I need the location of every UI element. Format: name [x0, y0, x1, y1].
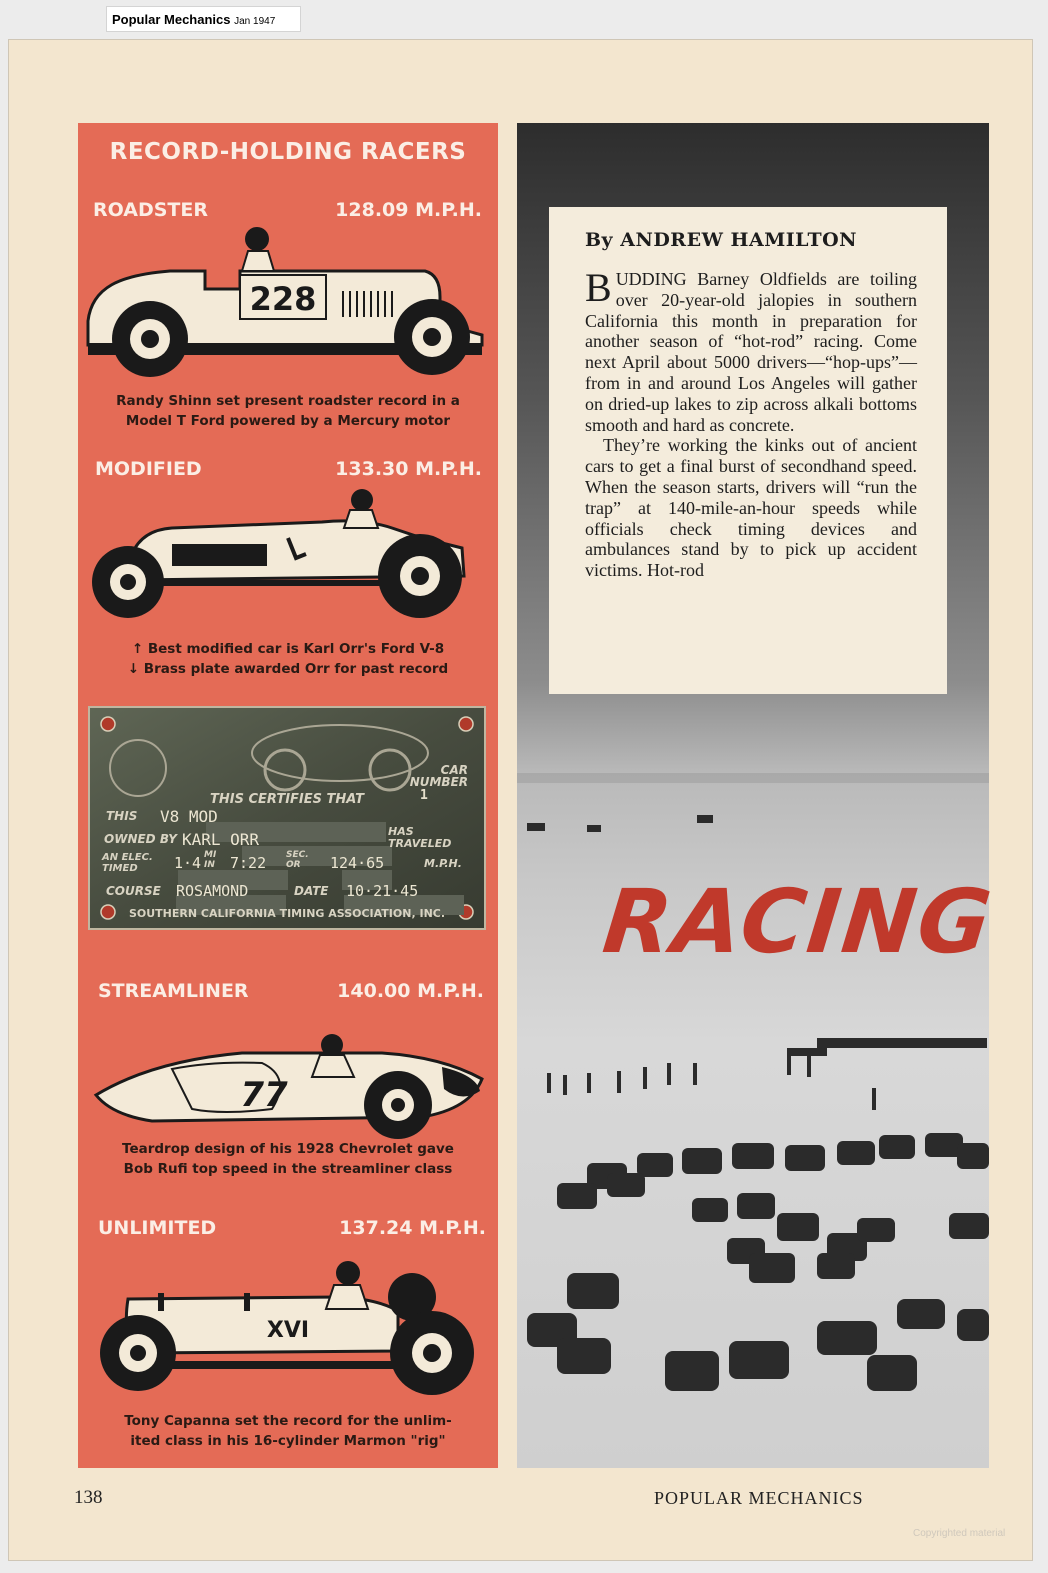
caption-line: Teardrop design of his 1928 Chevrolet gave [122, 1141, 454, 1157]
caption-line: ited class in his 16-cylinder Marmon "rig" [130, 1433, 446, 1449]
drop-cap: B [585, 265, 612, 310]
class-streamliner: STREAMLINER [98, 980, 249, 1002]
racing-headline: RACING [598, 870, 998, 973]
plaque-association: SOUTHERN CALIFORNIA TIMING ASSOCIATION, INC. [128, 907, 446, 920]
paragraph-1-text: UDDING Barney Oldfields are toiling over 20-year-old jalopies in southern California this month in preparation for another season of “hot-rod” racing. Come next April about 5000 drivers—“hop-ups”—from in and around Los Angeles will gather on dried-up lakes to zip across alkali bottoms smooth and hard as concrete. [585, 269, 917, 435]
plaque-this-label: THIS [106, 809, 138, 823]
modified-car-illustration [92, 488, 472, 623]
byline: By ANDREW HAMILTON [585, 229, 858, 251]
class-modified: MODIFIED [95, 458, 202, 480]
publication-header [106, 6, 301, 32]
footer-publication: POPULAR MECHANICS [654, 1488, 864, 1508]
caption-line: Tony Capanna set the record for the unlim- [124, 1413, 452, 1429]
plaque-car-number: 1 [420, 788, 428, 803]
roadster-number: 228 [249, 280, 317, 318]
plaque-timed-label: AN ELEC. TIMED [102, 852, 153, 874]
article-paragraph-2: They’re working the kinks out of ancient cars to get a final burst of secondhand speed. When the season starts, drivers will “run the trap” at 140-mile-an-hour speeds while officials check timing devices and ambulances stand by to pick up accident victims. Hot-rod [585, 435, 917, 581]
roadster-car-illustration [80, 227, 490, 377]
caption-line: Randy Shinn set present roadster record in a [116, 393, 460, 409]
speed-roadster: 128.09 M.P.H. [335, 199, 482, 221]
streamliner-number: 77 [240, 1075, 288, 1115]
caption-line: Bob Rufi top speed in the streamliner class [123, 1161, 453, 1177]
plaque-course-label: COURSE [106, 884, 161, 898]
panel-title: RECORD-HOLDING RACERS [109, 139, 467, 165]
caption-line: ↓ Brass plate awarded Orr for past record [127, 661, 449, 677]
plaque-course: ROSAMOND [176, 882, 249, 900]
page-number: 138 [74, 1487, 103, 1508]
caption-modified [78, 639, 498, 679]
copyright-watermark: Copyrighted material [913, 1528, 1006, 1539]
plaque-date: 10·21·45 [346, 882, 419, 900]
caption-line: ↑ Best modified car is Karl Orr's Ford V-8 [131, 641, 445, 657]
article-paragraph-1 [585, 265, 917, 435]
plaque-certifies: THIS CERTIFIES THAT [210, 792, 364, 807]
plaque-distance: 1·4 [174, 854, 202, 872]
plaque-car-label: CAR NUMBER [409, 763, 468, 789]
speed-modified: 133.30 M.P.H. [335, 458, 482, 480]
plaque-car: V8 MOD [160, 807, 218, 826]
caption-roadster [78, 391, 498, 431]
plaque-owner: KARL ORR [182, 830, 260, 849]
unlimited-number: XVI [266, 1318, 310, 1343]
speed-streamliner: 140.00 M.P.H. [337, 980, 484, 1002]
plaque-mi-label: MI IN [204, 850, 217, 870]
unlimited-car-illustration [98, 1257, 482, 1397]
streamliner-car-illustration [92, 1031, 484, 1141]
class-unlimited: UNLIMITED [98, 1217, 217, 1239]
article-text-box [549, 207, 947, 694]
speed-unlimited: 137.24 M.P.H. [339, 1217, 486, 1239]
publication-name: Popular Mechanics [112, 12, 231, 27]
record-racers-panel [78, 123, 498, 1468]
plaque-traveled-label: HAS TRAVELED [388, 825, 452, 850]
issue-date: Jan 1947 [234, 16, 276, 27]
plaque-date-label: DATE [294, 884, 329, 898]
brass-plate-image [88, 706, 486, 930]
caption-line: Model T Ford powered by a Mercury motor [125, 413, 451, 429]
plaque-sec-label: SEC. OR [286, 850, 309, 870]
caption-streamliner [78, 1139, 498, 1179]
plaque-mph: 124·65 [330, 854, 385, 872]
plaque-mph-label: M.P.H. [424, 857, 462, 870]
plaque-owned-label: OWNED BY [104, 832, 177, 846]
caption-unlimited [78, 1411, 498, 1451]
plaque-time: 7:22 [230, 854, 267, 872]
class-roadster: ROADSTER [93, 199, 209, 221]
